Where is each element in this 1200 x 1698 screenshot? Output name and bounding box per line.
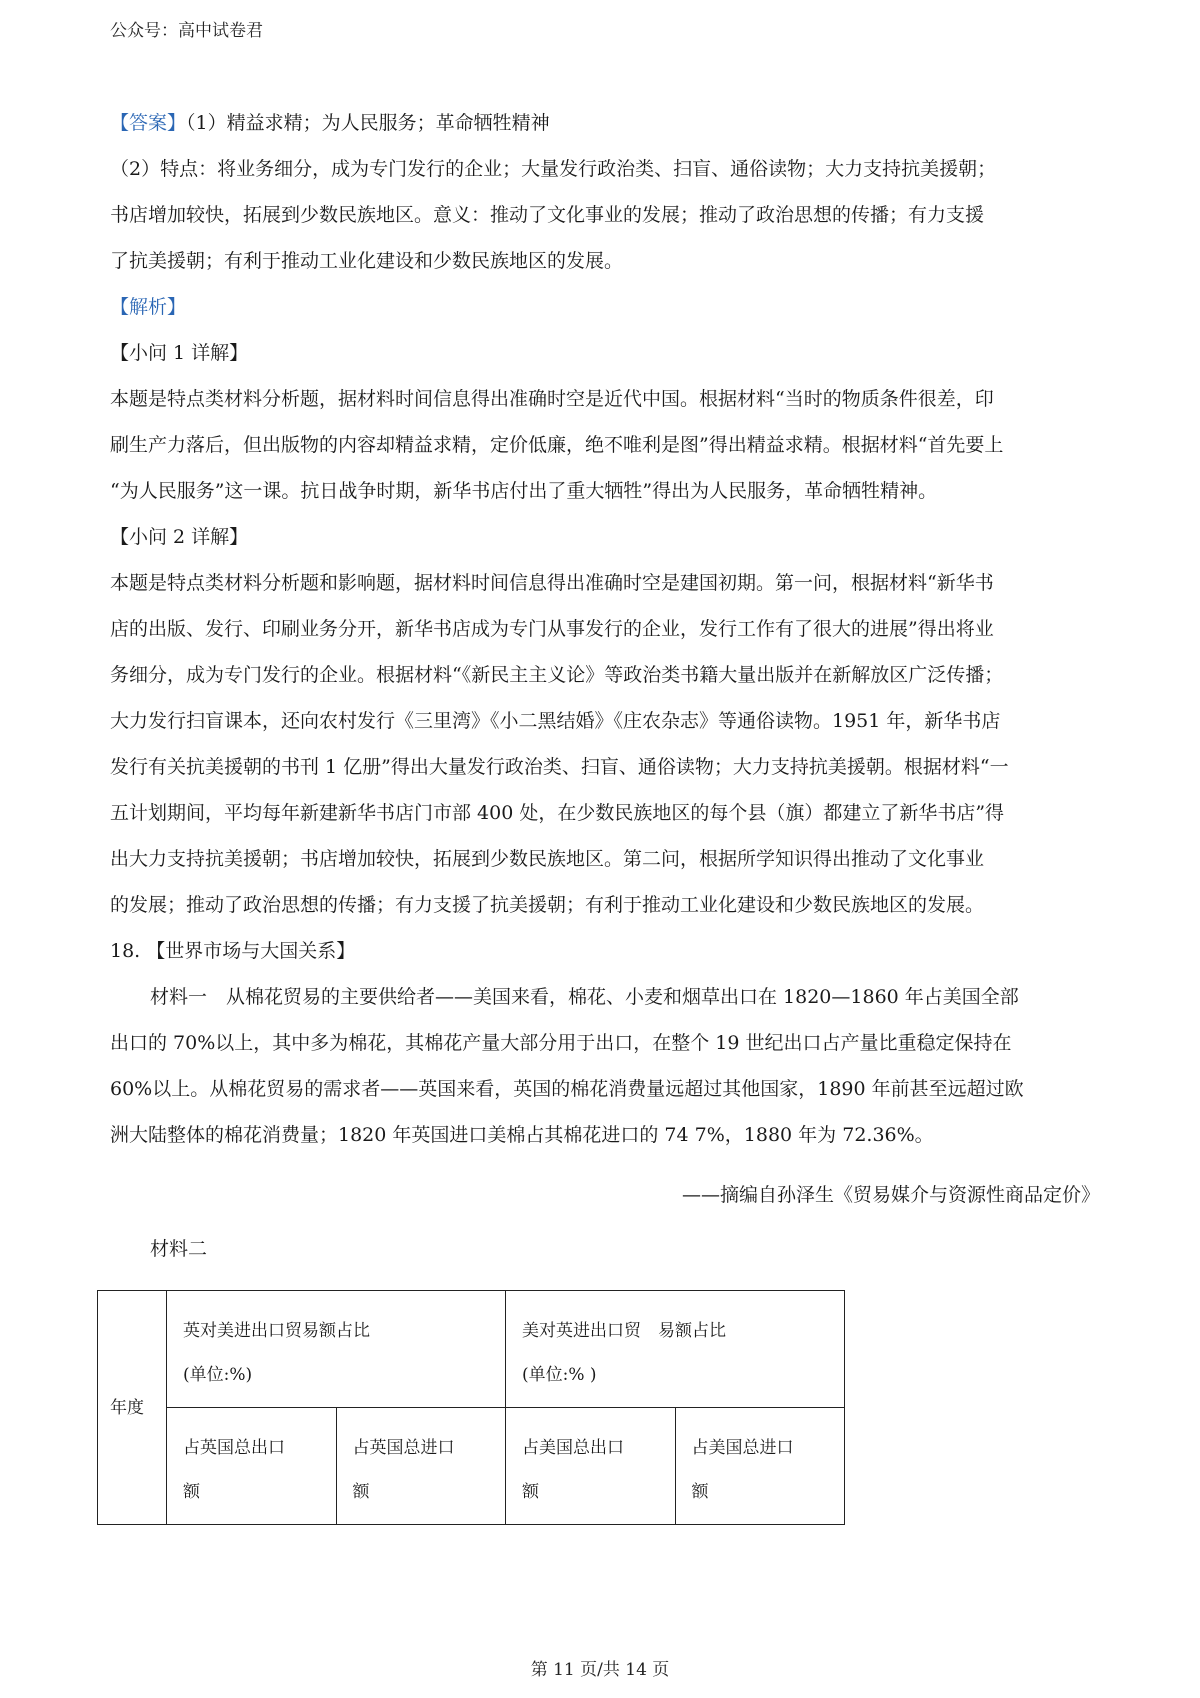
q2-line: 的发展；推动了政治思想的传播；有力支援了抗美援朝；有利于推动工业化建设和少数民族地区的发展。	[110, 894, 985, 916]
material2-table	[97, 1290, 845, 1525]
year-header: 年度	[98, 1291, 167, 1525]
sub-header: 占英国总进口 额	[336, 1408, 506, 1525]
q1-line: 刷生产力落后，但出版物的内容却精益求精，定价低廉，绝不唯利是图”得出精益求精。根据材料“首先要上	[110, 434, 1004, 456]
q2-line: 大力发行扫盲课本，还向农村发行《三里湾》《小二黑结婚》《庄农杂志》等通俗读物。1951 年，新华书店	[110, 710, 1001, 732]
group2-header: 美对英进出口贸 易额占比 (单位:% )	[506, 1291, 845, 1408]
sub-header: 占美国总出口 额	[506, 1408, 676, 1525]
answer-line-3: 书店增加较快，拓展到少数民族地区。意义：推动了文化事业的发展；推动了政治思想的传播；有力支援	[110, 204, 985, 226]
sub-header: 占美国总进口 额	[675, 1408, 845, 1525]
q2-line: 五计划期间，平均每年新建新华书店门市部 400 处，在少数民族地区的每个县（旗）都建立了新华书店”得	[110, 802, 1005, 824]
q2-line: 本题是特点类材料分析题和影响题，据材料时间信息得出准确时空是建国初期。第一问，根据材料“新华书	[110, 572, 994, 594]
q1-line: “为人民服务”这一课。抗日战争时期，新华书店付出了重大牺牲”得出为人民服务，革命牺牲精神。	[110, 480, 938, 502]
q2-line: 出大力支持抗美援朝；书店增加较快，拓展到少数民族地区。第二问，根据所学知识得出推动了文化事业	[110, 848, 985, 870]
answer-line-2: （2）特点：将业务细分，成为专门发行的企业；大量发行政治类、扫盲、通俗读物；大力支持抗美援朝；	[110, 158, 997, 180]
q1-title: 【小问 1 详解】	[110, 342, 249, 364]
q2-line: 务细分，成为专门发行的企业。根据材料“《新民主主义论》等政治类书籍大量出版并在新解放区广泛传播；	[110, 664, 1004, 686]
q1-line: 本题是特点类材料分析题，据材料时间信息得出准确时空是近代中国。根据材料“当时的物质条件很差，印	[110, 388, 994, 410]
material1-line: 洲大陆整体的棉花消费量；1820 年英国进口美棉占其棉花进口的 74 7%，1880 年为 72.36%。	[110, 1124, 934, 1146]
group1-header: 英对美进出口贸易额占比 (单位:%)	[167, 1291, 506, 1408]
material1-line: 出口的 70%以上，其中多为棉花，其棉花产量大部分用于出口，在整个 19 世纪出口占产量比重稳定保持在	[110, 1032, 1012, 1054]
question-18-title: 18. 【世界市场与大国关系】	[110, 940, 356, 962]
material1-line: 60%以上。从棉花贸易的需求者——英国来看，英国的棉花消费量远超过其他国家，1890 年前甚至远超过欧	[110, 1078, 1024, 1100]
answer-line-1: 【答案】（1）精益求精；为人民服务；革命牺牲精神	[110, 112, 550, 134]
page-header: 公众号：高中试卷君	[110, 21, 263, 41]
material1-line: 材料一 从棉花贸易的主要供给者——美国来看，棉花、小麦和烟草出口在 1820—1860 年占美国全部	[150, 986, 1019, 1008]
page-footer: 第 11 页/共 14 页	[530, 1660, 670, 1680]
page-content	[110, 100, 1100, 1272]
sub-header: 占英国总出口 额	[167, 1408, 337, 1525]
q2-title: 【小问 2 详解】	[110, 526, 249, 548]
q2-line: 店的出版、发行、印刷业务分开，新华书店成为专门从事发行的企业，发行工作有了很大的进展”得出将业	[110, 618, 994, 640]
answer-line-4: 了抗美援朝；有利于推动工业化建设和少数民族地区的发展。	[110, 250, 624, 272]
material2-label: 材料二	[150, 1238, 208, 1260]
q2-line: 发行有关抗美援朝的书刊 1 亿册”得出大量发行政治类、扫盲、通俗读物；大力支持抗美援朝。根据材料“一	[110, 756, 1009, 778]
material1-source: ——摘编自孙泽生《贸易媒介与资源性商品定价》	[681, 1184, 1100, 1206]
answer-tag: 【答案】	[110, 112, 187, 134]
analysis-tag: 【解析】	[110, 296, 187, 318]
table-row	[98, 1408, 845, 1525]
table-row	[98, 1291, 845, 1408]
